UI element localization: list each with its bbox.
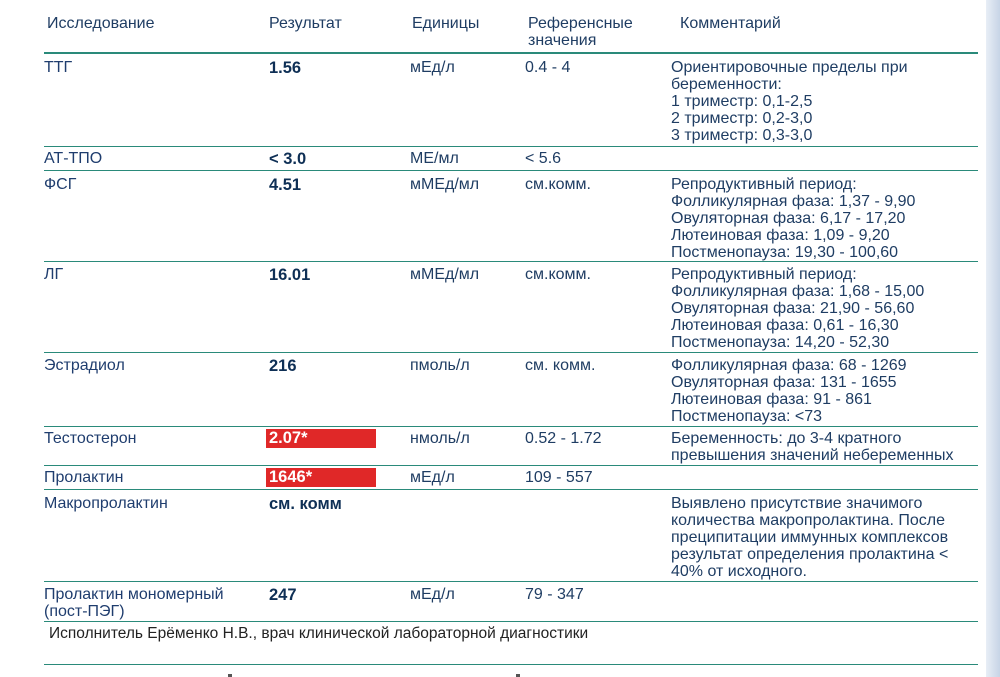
row-divider — [44, 146, 978, 147]
row-divider — [44, 489, 978, 490]
row-comment: Репродуктивный период: Фолликулярная фаза: 1,37 - 9,90 Овуляторная фаза: 6,17 - 17,20 Лютеиновая фаза: 1,09 - 9,20 Постменопауза: 19,30 - 100,60 — [671, 176, 916, 261]
page-edge-shadow — [986, 0, 1000, 677]
row-name: ЛГ — [44, 266, 64, 283]
header-units: Единицы — [412, 15, 480, 32]
row-comment: Беременность: до 3-4 кратного превышения значений небеременных — [671, 430, 954, 464]
row-result: < 3.0 — [269, 150, 307, 168]
row-name: Макропролактин — [44, 495, 168, 512]
table-bottom-rule — [44, 621, 978, 622]
row-comment: Выявлено присутствие значимого количества макропролактина. После преципитации иммунных комплексов результат определения пролактина < 40% от исходного. — [671, 495, 949, 580]
performer-signature-line: Исполнитель Ерёменко Н.В., врач клинической лабораторной диагностики — [49, 625, 589, 642]
row-comment: Репродуктивный период: Фолликулярная фаза: 1,68 - 15,00 Овуляторная фаза: 21,90 - 56,60 Лютеиновая фаза: 0,61 - 16,30 Постменопауза: 14,20 - 52,30 — [671, 266, 925, 351]
row-divider — [44, 261, 978, 262]
row-reference: см. комм. — [525, 357, 596, 374]
row-name: ТТГ — [44, 59, 73, 76]
header-reference: Референсные значения — [528, 15, 633, 49]
row-name: Пролактин — [44, 469, 124, 486]
row-reference: см.комм. — [525, 176, 591, 193]
row-units: мЕд/л — [410, 586, 455, 603]
row-divider — [44, 352, 978, 353]
footer-rule — [44, 664, 978, 665]
flagged-result: 1646* — [266, 468, 376, 487]
row-result: 4.51 — [269, 176, 302, 194]
row-divider — [44, 170, 978, 171]
row-units: мМЕд/мл — [410, 266, 480, 283]
row-name: АТ-ТПО — [44, 150, 103, 167]
row-reference: < 5.6 — [525, 150, 562, 167]
row-reference: 0.4 - 4 — [525, 59, 571, 76]
row-name: ФСГ — [44, 176, 77, 193]
row-name: Тестостерон — [44, 430, 137, 447]
row-result: 16.01 — [269, 266, 311, 284]
row-result: 247 — [269, 586, 297, 604]
row-divider — [44, 465, 978, 466]
row-result: 1.56 — [269, 59, 302, 77]
row-reference: 109 - 557 — [525, 469, 593, 486]
row-reference: см.комм. — [525, 266, 591, 283]
header-comment: Комментарий — [680, 15, 781, 32]
row-units: мМЕд/мл — [410, 176, 480, 193]
header-study: Исследование — [47, 15, 155, 32]
row-result: 216 — [269, 357, 297, 375]
row-units: МЕ/мл — [410, 150, 459, 167]
row-reference: 79 - 347 — [525, 586, 584, 603]
row-comment: Ориентировочные пределы при беременности: 1 триместр: 0,1-2,5 2 триместр: 0,2-3,0 3 триместр: 0,3-3,0 — [671, 59, 908, 144]
row-units: мЕд/л — [410, 59, 455, 76]
header-rule — [44, 52, 978, 54]
row-divider — [44, 581, 978, 582]
row-units: нмоль/л — [410, 430, 470, 447]
row-result: см. комм — [269, 495, 342, 513]
header-result: Результат — [269, 15, 342, 32]
row-name: Пролактин мономерный (пост-ПЭГ) — [44, 586, 224, 620]
row-units: мЕд/л — [410, 469, 455, 486]
row-divider — [44, 426, 978, 427]
row-reference: 0.52 - 1.72 — [525, 430, 602, 447]
row-comment: Фолликулярная фаза: 68 - 1269 Овуляторная фаза: 131 - 1655 Лютеиновая фаза: 91 - 861 Постменопауза: <73 — [671, 357, 907, 425]
flagged-result: 2.07* — [266, 429, 376, 448]
row-name: Эстрадиол — [44, 357, 125, 374]
row-units: пмоль/л — [410, 357, 470, 374]
